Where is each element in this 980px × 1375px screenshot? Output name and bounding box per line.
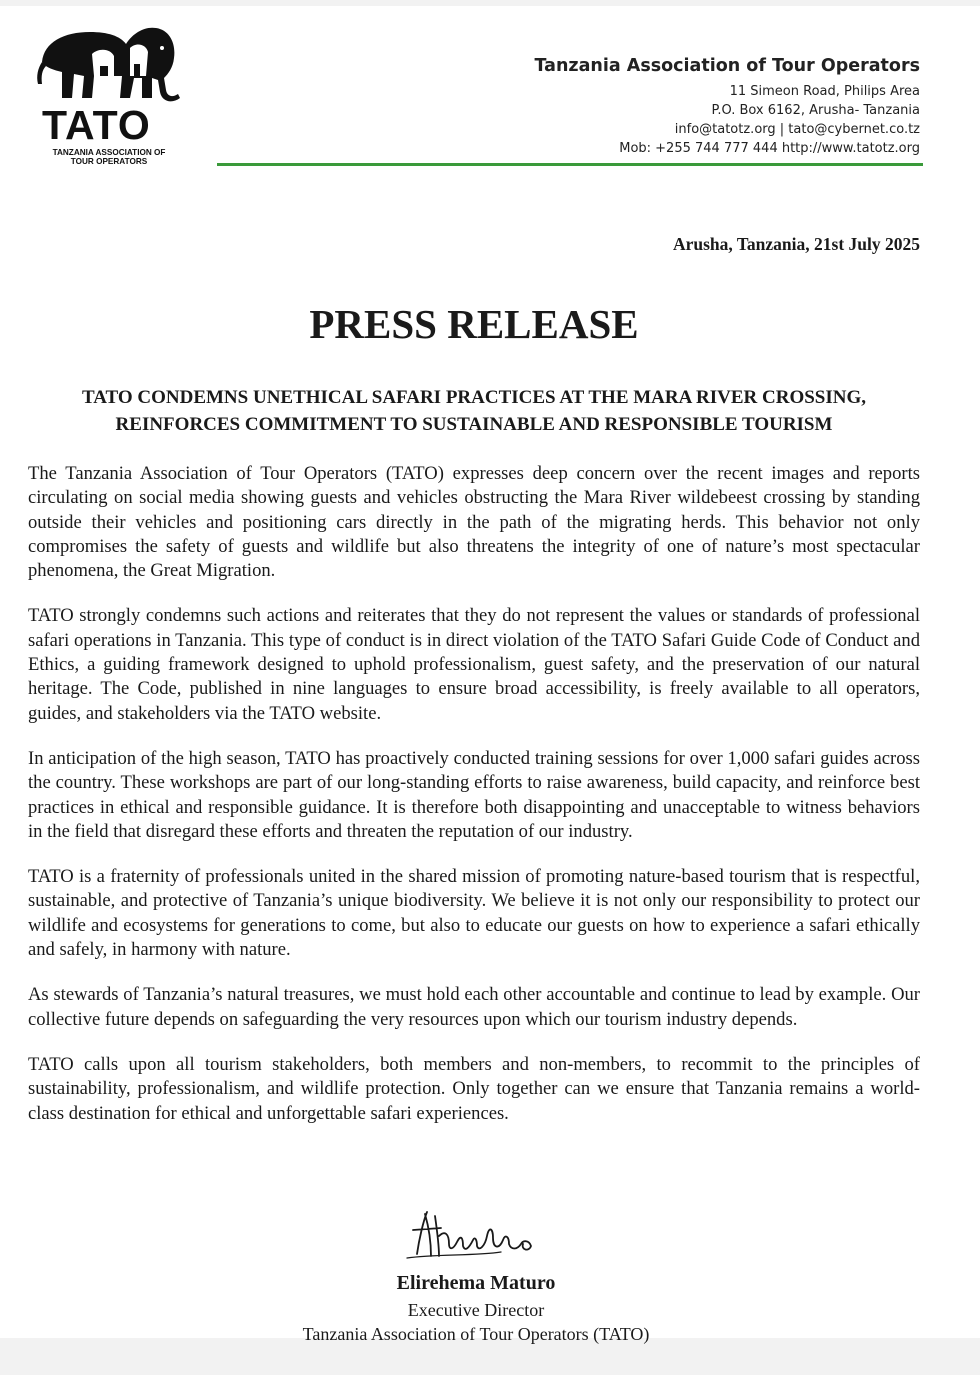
letterhead-emails: info@tatotz.org | tato@cybernet.co.tz (674, 122, 920, 137)
body-text (28, 462, 920, 1147)
paragraph: TATO is a fraternity of professionals united in the shared mission of promoting nature-based tourism that is respectful, sustainable, and protective of Tanzania’s unique biodiversity. We believe it is not only our responsibility to protect our wildlife and ecosystems for generations to come, but also to educate our guests on how to experience a safari ethically and safely, in harmony with nature. (28, 866, 920, 961)
paragraph: TATO strongly condemns such actions and reiterates that they do not represent the values or standards of professional safari operations in Tanzania. This type of conduct is in direct violation of the TATO Safari Guide Code of Conduct and Ethics, a guiding framework designed to uphold professionalism, guest safety, and the preservation of our natural heritage. The Code, published in nine languages to ensure broad accessibility, is freely available to all operators, guides, and stakeholders via the TATO website. (28, 605, 920, 724)
letterhead-contact (534, 56, 920, 158)
subheading-line-2: REINFORCES COMMITMENT TO SUSTAINABLE AND RESPONSIBLE TOURISM (115, 414, 833, 435)
letterhead-org-name: Tanzania Association of Tour Operators (534, 56, 920, 76)
paragraph: TATO calls upon all tourism stakeholders, both members and non-members, to recommit to the principles of sustainability, professionalism, and wildlife protection. Only together can we ensure that Tanzania remains a world-class destination for ethical and unforgettable safari experiences. (28, 1053, 920, 1124)
signatory-name: Elirehema Maturo (396, 1272, 556, 1294)
tato-logo (34, 18, 194, 168)
press-release-page (0, 6, 980, 1344)
logo-wordmark: TATO (42, 102, 151, 148)
subheading-line-1: TATO CONDEMNS UNETHICAL SAFARI PRACTICES AT THE MARA RIVER CROSSING, (81, 387, 867, 408)
subheading (30, 384, 918, 438)
signatory-role: Executive Director (407, 1300, 545, 1320)
dateline: Arusha, Tanzania, 21st July 2025 (672, 234, 920, 254)
signatory-organization: Tanzania Association of Tour Operators (TATO) (302, 1324, 650, 1344)
letterhead-po-box: P.O. Box 6162, Arusha- Tanzania (711, 103, 920, 118)
page-title: PRESS RELEASE (309, 301, 639, 347)
letterhead-divider (217, 163, 923, 166)
paragraph: The Tanzania Association of Tour Operators (TATO) expresses deep concern over the recent images and reports circulating on social media showing guests and vehicles obstructing the Mara River wildebeest crossing by standing outside their vehicles and positioning cars directly in the path of the migrating herds. This behavior not only compromises the safety of guests and wildlife but also threatens the integrity of one of nature’s most spectacular phenomena, the Great Migration. (28, 463, 920, 582)
paragraph: As stewards of Tanzania’s natural treasures, we must hold each other accountable and continue to lead by example. Our collective future depends on safeguarding the very resources upon which our tourism industry depends. (28, 984, 920, 1030)
logo-tagline: TANZANIA ASSOCIATION OF TOUR OPERATORS (52, 148, 166, 166)
paragraph: In anticipation of the high season, TATO has proactively conducted training sessions for over 1,000 safari guides across the country. These workshops are part of our long-standing efforts to raise awareness, build capacity, and reinforce best practices in ethical and responsible guidance. It is therefore both disappointing and unacceptable to witness behaviors in the field that disregard these efforts and threaten the reputation of our industry. (28, 747, 920, 842)
letterhead-address: 11 Simeon Road, Philips Area (729, 84, 920, 99)
elephant-family-icon (34, 18, 194, 110)
letterhead-contact-line: Mob: +255 744 777 444 http://www.tatotz.org (619, 141, 920, 156)
handwritten-signature (405, 1206, 555, 1264)
